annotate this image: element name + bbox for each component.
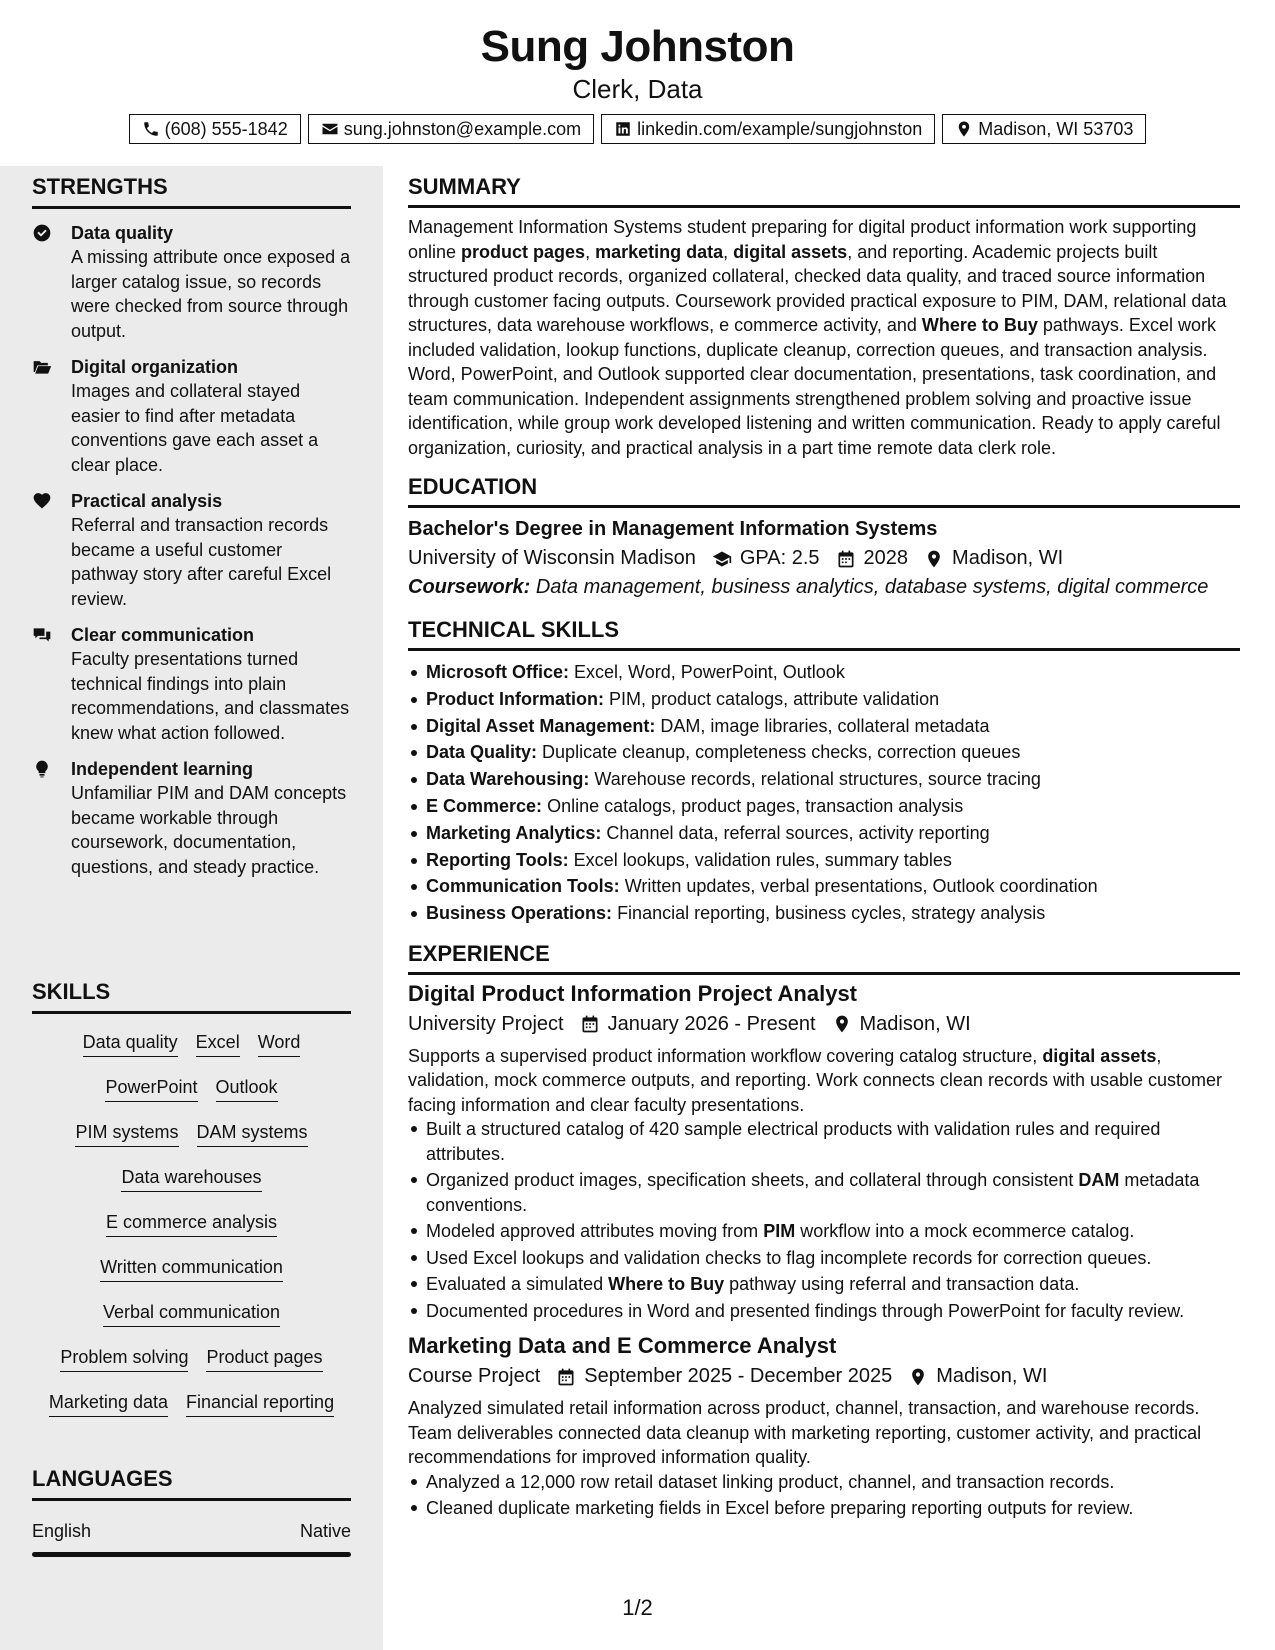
technical-skill-value: Financial reporting, business cycles, strategy analysis <box>617 903 1046 924</box>
job-organization: Course Project <box>408 1365 541 1388</box>
graduation-cap-icon <box>712 549 732 569</box>
text-run: workflow into a mock ecommerce catalog. <box>795 1221 1135 1242</box>
calendar-icon <box>548 1367 576 1387</box>
folder-open-icon <box>32 357 54 377</box>
contact-location <box>942 114 1146 144</box>
technical-skill-value: PIM, product catalogs, attribute validation <box>609 688 940 709</box>
experience-section <box>408 941 1240 1521</box>
text-run: Built a structured catalog of 420 sample electrical products with validation rules and required attributes. <box>426 1119 1161 1164</box>
contact-phone[interactable] <box>129 114 301 144</box>
map-pin-icon <box>900 1367 928 1387</box>
job-meta <box>408 1013 1240 1036</box>
job-title: Marketing Data and E Commerce Analyst <box>408 1333 837 1359</box>
coursework-label: Coursework: <box>408 576 531 598</box>
text-run: Management Information Systems student preparing for digital product information work supporting online <box>408 217 1197 262</box>
strength-item <box>32 623 351 745</box>
strength-description: Referral and transaction records became a useful customer pathway story after careful Excel review. <box>71 515 332 609</box>
job-location: Madison, WI <box>936 1365 1048 1388</box>
languages-heading: LANGUAGES <box>32 1466 351 1501</box>
contact-bar <box>0 114 1275 144</box>
lightbulb-icon <box>32 759 54 779</box>
technical-skills-heading: TECHNICAL SKILLS <box>408 617 1240 651</box>
strength-description: Unfamiliar PIM and DAM concepts became workable through coursework, documentation, questions, and steady practice. <box>71 783 347 877</box>
emphasis-text: Where to Buy <box>921 315 1038 335</box>
education-heading: EDUCATION <box>408 474 1240 508</box>
skills-section <box>32 979 351 1435</box>
job-bullet <box>408 1496 1240 1521</box>
main-content <box>408 166 1240 1523</box>
job-bullets <box>408 1117 1240 1323</box>
emphasis-text: product pages <box>461 241 586 262</box>
skill-tag: Problem solving <box>60 1345 188 1372</box>
technical-skill-value: Excel lookups, validation rules, summary tables <box>573 849 952 870</box>
skill-tag: Data quality <box>83 1030 178 1057</box>
summary-text <box>408 215 1240 460</box>
emphasis-text: marketing data <box>595 241 724 262</box>
skill-tag: Verbal communication <box>103 1300 280 1327</box>
comments-icon <box>32 625 54 645</box>
skill-tag: Excel <box>196 1030 240 1057</box>
skill-tag-row <box>32 1255 351 1300</box>
language-name: English <box>32 1521 92 1541</box>
technical-skill-value: Excel, Word, PowerPoint, Outlook <box>574 662 845 682</box>
technical-skill-value: Warehouse records, relational structures, source tracing <box>594 769 1041 790</box>
contact-linkedin[interactable] <box>601 114 935 144</box>
text-run: Analyzed a 12,000 row retail dataset linking product, channel, and transaction records. <box>426 1471 1115 1492</box>
strength-title: Practical analysis <box>71 491 223 511</box>
envelope-icon <box>321 120 339 138</box>
text-run: , <box>585 241 596 262</box>
technical-skill-item <box>408 820 1240 847</box>
technical-skill-item <box>408 686 1240 713</box>
job-location: Madison, WI <box>859 1012 971 1035</box>
job-meta <box>408 1365 1240 1388</box>
skill-tag: E commerce analysis <box>106 1210 277 1237</box>
skill-tag-row <box>32 1390 351 1435</box>
skill-tag: PIM systems <box>75 1120 178 1147</box>
technical-skill-item <box>408 900 1240 927</box>
skill-tag-row <box>32 1300 351 1345</box>
job-bullet <box>408 1470 1240 1495</box>
text-run: Organized product images, specification sheets, and collateral through consistent <box>426 1170 1079 1191</box>
job-list <box>408 981 1240 1521</box>
strengths-list <box>32 221 351 879</box>
text-run: Cleaned duplicate marketing fields in Excel before preparing reporting outputs for review. <box>426 1498 1134 1519</box>
skill-tag-row <box>32 1120 351 1165</box>
strength-description: A missing attribute once exposed a larger catalog issue, so records were checked from source through output. <box>71 247 351 341</box>
heart-icon <box>32 491 54 511</box>
resume-header <box>0 0 1275 166</box>
job-bullet <box>408 1168 1240 1217</box>
text-run: pathway using referral and transaction data. <box>724 1274 1080 1295</box>
job-organization: University Project <box>408 1012 564 1035</box>
page-number: 1/2 <box>622 1595 653 1620</box>
job-entry <box>408 981 1240 1324</box>
technical-skill-item <box>408 873 1240 900</box>
skill-tag: Financial reporting <box>186 1390 334 1417</box>
text-run: pathways. Excel work included validation, lookup functions, duplicate cleanup, correction queues, and transaction analysis. Word, PowerPoint, and Outlook supported clear documentation, presentations, task coordination, and team communication. Independent assignments strengthened problem solving and proactive issue identification, while group work developed listening and written communication. Ready to apply careful organization, curiosity, and practical analysis in a part time remote data clerk role. <box>408 315 1221 458</box>
technical-skill-item <box>408 793 1240 820</box>
skill-tag: Outlook <box>216 1075 278 1102</box>
technical-skill-value: DAM, image libraries, collateral metadata <box>660 715 990 736</box>
technical-skill-label: Product Information: <box>426 688 604 709</box>
skill-tag: Written communication <box>100 1255 283 1282</box>
strengths-section <box>32 174 351 879</box>
job-bullet <box>408 1219 1240 1244</box>
skill-tag-row <box>32 1210 351 1255</box>
text-run: metadata conventions. <box>426 1170 1200 1215</box>
calendar-icon <box>572 1014 600 1034</box>
text-run: , <box>723 241 734 262</box>
emphasis-text: DAM <box>1078 1170 1120 1191</box>
technical-skill-value: Duplicate cleanup, completeness checks, correction queues <box>542 742 1021 763</box>
technical-skill-label: Digital Asset Management: <box>426 715 656 736</box>
emphasis-text: digital assets <box>733 241 848 262</box>
coursework <box>408 576 1240 599</box>
technical-skill-label: Data Warehousing: <box>426 769 590 790</box>
strength-item <box>32 221 351 343</box>
job-bullet <box>408 1272 1240 1297</box>
education-section <box>408 474 1240 599</box>
technical-skill-value: Channel data, referral sources, activity reporting <box>606 822 990 843</box>
text-run: , and reporting. Academic projects built structured product records, organized collateral, checked data quality, and traced source information through customer facing outputs. Coursework provided practical exposure to PIM, DAM, relational data structures, data warehouse workflows, e commerce activity, and <box>408 241 1227 335</box>
emphasis-text: PIM <box>763 1221 796 1242</box>
text-run: Supports a supervised product information workflow covering catalog structure, <box>408 1045 1043 1066</box>
linkedin-icon <box>614 120 632 138</box>
text-run: Modeled approved attributes moving from <box>426 1221 764 1242</box>
skills-tag-list <box>32 1030 351 1435</box>
job-bullet <box>408 1299 1240 1324</box>
strength-description: Images and collateral stayed easier to find after metadata conventions gave each asset a clear place. <box>71 381 319 475</box>
sidebar <box>0 166 383 1650</box>
strength-title: Clear communication <box>71 625 255 645</box>
degree-title: Bachelor's Degree in Management Information Systems <box>408 518 938 540</box>
technical-skill-label: Data Quality: <box>426 742 538 763</box>
skill-tag: PowerPoint <box>105 1075 197 1102</box>
emphasis-text: Where to Buy <box>608 1274 725 1295</box>
map-pin-icon <box>924 549 944 569</box>
phone-icon <box>142 120 160 138</box>
technical-skill-label: Microsoft Office: <box>426 662 570 682</box>
summary-section <box>408 174 1240 460</box>
technical-skill-item <box>408 766 1240 793</box>
text-run: Evaluated a simulated <box>426 1274 609 1295</box>
job-description <box>408 1396 1240 1470</box>
skill-tag: Data warehouses <box>121 1165 261 1192</box>
text-run: Used Excel lookups and validation checks to flag incomplete records for correction queues. <box>426 1247 1152 1268</box>
email-text: sung.johnston@example.com <box>343 118 582 139</box>
skill-tag: DAM systems <box>197 1120 308 1147</box>
technical-skill-item <box>408 659 1240 686</box>
technical-skill-item <box>408 739 1240 766</box>
strength-item <box>32 355 351 477</box>
text-run: , validation, mock commerce outputs, and reporting. Work connects clean records with usable customer facing information and clear faculty presentations. <box>408 1045 1223 1115</box>
languages-section <box>32 1466 351 1557</box>
technical-skill-label: Reporting Tools: <box>426 849 569 870</box>
strength-title: Digital organization <box>71 357 239 377</box>
language-proficiency-bar <box>32 1552 351 1557</box>
technical-skill-label: Communication Tools: <box>426 876 620 897</box>
contact-email[interactable] <box>308 114 594 144</box>
map-pin-icon <box>955 120 973 138</box>
technical-skill-item <box>408 847 1240 874</box>
strength-item <box>32 489 351 611</box>
text-run: Documented procedures in Word and presented findings through PowerPoint for faculty review. <box>426 1300 1185 1321</box>
summary-heading: SUMMARY <box>408 174 1240 208</box>
skills-heading: SKILLS <box>32 979 351 1014</box>
candidate-title: Clerk, Data <box>572 74 703 104</box>
skill-tag-row <box>32 1165 351 1210</box>
language-row <box>32 1521 351 1542</box>
map-pin-icon <box>824 1014 852 1034</box>
technical-skill-label: Business Operations: <box>426 903 613 924</box>
skill-tag: Product pages <box>206 1345 322 1372</box>
check-circle-icon <box>32 223 54 243</box>
strength-item <box>32 757 351 879</box>
education-details <box>408 547 1240 570</box>
strength-title: Independent learning <box>71 759 254 779</box>
technical-skill-value: Online catalogs, product pages, transaction analysis <box>547 795 964 816</box>
technical-skills-section <box>408 617 1240 927</box>
job-dates: September 2025 - December 2025 <box>584 1365 893 1388</box>
technical-skill-label: Marketing Analytics: <box>426 822 602 843</box>
emphasis-text: digital assets <box>1042 1045 1157 1066</box>
strength-description: Faculty presentations turned technical findings into plain recommendations, and classmates knew what action followed. <box>71 649 350 743</box>
text-run: Analyzed simulated retail information across product, channel, transaction, and warehouse records. Team deliverables connected data cleanup with marketing reporting, customer activity, and practical recommendations for improved information quality. <box>408 1398 1202 1468</box>
job-bullets <box>408 1470 1240 1521</box>
skill-tag-row <box>32 1075 351 1120</box>
language-level: Native <box>299 1521 351 1541</box>
school-name: University of Wisconsin Madison <box>408 547 696 569</box>
gpa-text: GPA: 2.5 <box>739 547 820 569</box>
job-bullet <box>408 1246 1240 1271</box>
technical-skills-list <box>408 659 1240 927</box>
linkedin-text: linkedin.com/example/sungjohnston <box>637 118 923 139</box>
job-entry <box>408 1333 1240 1521</box>
education-location: Madison, WI <box>952 547 1064 569</box>
technical-skill-value: Written updates, verbal presentations, Outlook coordination <box>624 876 1098 897</box>
experience-heading: EXPERIENCE <box>408 941 1240 975</box>
candidate-name: Sung Johnston <box>480 22 795 71</box>
job-title: Digital Product Information Project Analyst <box>408 980 858 1006</box>
skill-tag-row <box>32 1345 351 1390</box>
skill-tag-row <box>32 1030 351 1075</box>
graduation-year: 2028 <box>863 547 909 569</box>
coursework-list: Data management, business analytics, database systems, digital commerce <box>535 576 1209 598</box>
skill-tag: Word <box>258 1030 301 1057</box>
technical-skill-label: E Commerce: <box>426 795 543 816</box>
strengths-heading: STRENGTHS <box>32 174 351 209</box>
job-dates: January 2026 - Present <box>607 1012 816 1035</box>
job-bullet <box>408 1117 1240 1166</box>
technical-skill-item <box>408 713 1240 740</box>
location-text: Madison, WI 53703 <box>978 118 1134 139</box>
phone-text: (608) 555-1842 <box>164 118 288 139</box>
job-description <box>408 1044 1240 1118</box>
skill-tag: Marketing data <box>49 1390 168 1417</box>
calendar-icon <box>836 549 856 569</box>
strength-title: Data quality <box>71 223 174 243</box>
